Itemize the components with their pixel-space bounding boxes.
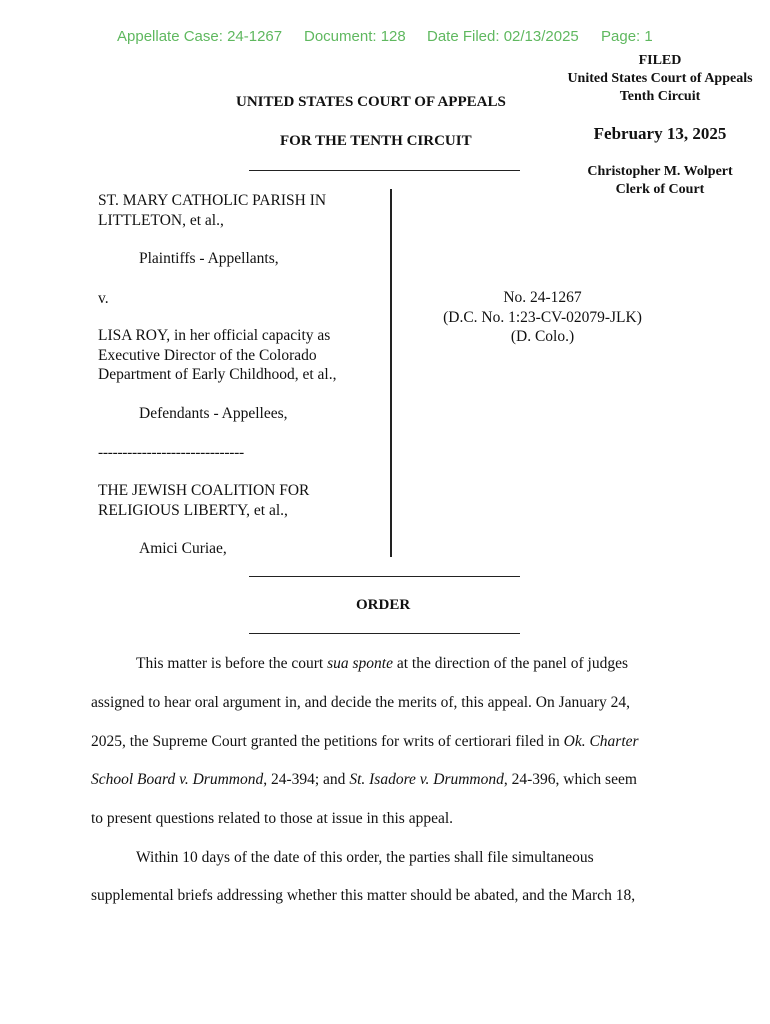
order-line-6: Within 10 days of the date of this order, the parties shall file simultaneous [136, 849, 594, 866]
text-span: , 24-394; and [263, 771, 350, 788]
district-case-number: (D.C. No. 1:23-CV-02079-JLK) [443, 308, 642, 326]
order-rule [249, 633, 520, 634]
defendant-line-3: Department of Early Childhood, et al., [98, 366, 337, 383]
italic-span: School Board v. Drummond [91, 771, 264, 788]
amici-block [98, 481, 309, 520]
text-span: , 24-396, which seem [503, 771, 637, 788]
district: (D. Colo.) [510, 328, 575, 345]
case-number: No. 24-1267 [503, 289, 582, 306]
order-line-4 [91, 771, 637, 789]
italic-span: St. Isadore v. Drummond [349, 771, 504, 788]
defendants-block [98, 326, 336, 385]
defendant-line-2: Executive Director of the Colorado [98, 346, 317, 364]
court-title: UNITED STATES COURT OF APPEALS [236, 94, 506, 110]
amici-line-1: THE JEWISH COALITION FOR [98, 482, 310, 499]
amici-role: Amici Curiae, [139, 540, 227, 557]
order-line-2: assigned to hear oral argument in, and decide the merits of, this appeal. On January 24, [91, 694, 631, 711]
stamp-clerk-title: Clerk of Court [615, 182, 705, 197]
header-document: Document: 128 [304, 28, 406, 45]
stamp-court: United States Court of Appeals [567, 71, 753, 86]
filed-stamp [545, 52, 770, 106]
text-span: at the direction of the panel of judges [392, 655, 628, 672]
plaintiffs-block [98, 191, 326, 230]
versus: v. [98, 290, 109, 307]
stamp-date: February 13, 2025 [593, 124, 727, 143]
order-line-1 [136, 655, 628, 673]
plaintiff-line-1: ST. MARY CATHOLIC PARISH IN [98, 192, 327, 209]
text-span: 2025, the Supreme Court granted the petitions for writs of certiorari filed in [91, 733, 564, 750]
stamp-circuit: Tenth Circuit [619, 89, 701, 104]
order-line-3 [91, 733, 639, 751]
order-heading: ORDER [356, 597, 411, 613]
header-page: Page: 1 [601, 28, 653, 45]
plaintiff-role: Plaintiffs - Appellants, [139, 250, 279, 267]
defendant-role: Defendants - Appellees, [139, 405, 288, 422]
amici-line-2: RELIGIOUS LIBERTY, et al., [98, 501, 288, 519]
header-case: Appellate Case: 24-1267 [117, 28, 283, 45]
stamp-filed: FILED [638, 53, 682, 68]
order-line-7: supplemental briefs addressing whether this matter should be abated, and the March 18, [91, 887, 636, 904]
defendant-line-1: LISA ROY, in her official capacity as [98, 327, 331, 344]
italic-span: sua sponte [327, 655, 393, 672]
caption-bottom-rule [249, 576, 520, 577]
case-number-block [420, 288, 665, 347]
top-rule [249, 170, 520, 171]
stamp-clerk [555, 163, 765, 199]
stamp-clerk-name: Christopher M. Wolpert [587, 164, 733, 179]
text-span: This matter is before the court [136, 655, 328, 672]
italic-span: Ok. Charter [563, 733, 639, 750]
court-subtitle: FOR THE TENTH CIRCUIT [280, 133, 472, 149]
caption-divider [390, 189, 392, 557]
order-line-5: to present questions related to those at issue in this appeal. [91, 810, 454, 827]
plaintiff-line-2: LITTLETON, et al., [98, 211, 224, 229]
caption-separator: ------------------------------ [98, 444, 244, 461]
header-date-filed: Date Filed: 02/13/2025 [427, 28, 579, 45]
